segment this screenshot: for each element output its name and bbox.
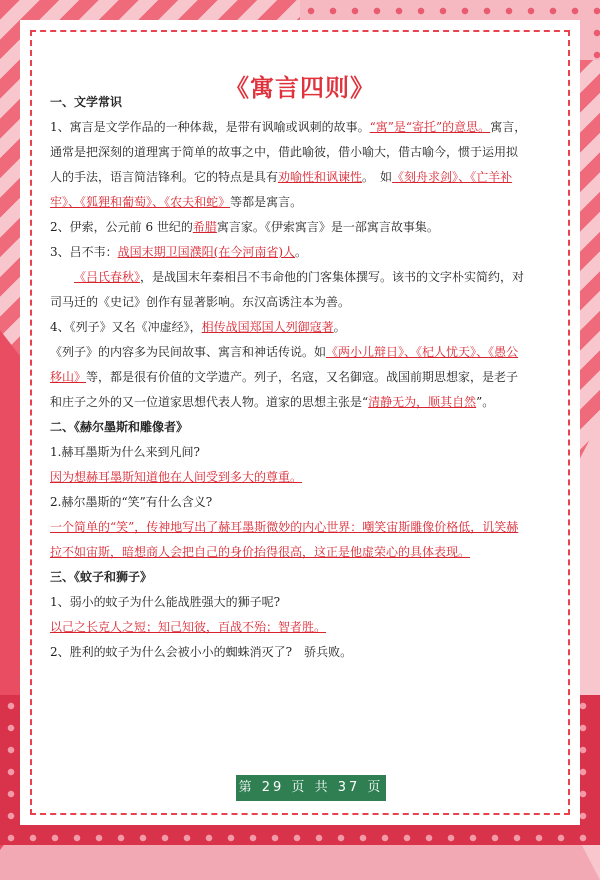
paragraph-liezi-content [50, 340, 528, 415]
highlight: 、 [68, 195, 81, 209]
text: 寓言，通常是把深刻的道理寓于简单的故事之中，借此喻彼，借小喻大，借古喻今，惯于运用拟人的手法，语言简洁锋利。它的特点是具有 [50, 120, 527, 184]
highlight: 、 [476, 345, 489, 359]
text: 等，都是很有价值的文学遗产。列子，名寇，又名御寇。战国前期思想家，是老子和庄子之外的又一位道家思想代表人物。道家的思想主张是“ [50, 370, 519, 409]
paragraph-aesop [50, 215, 528, 240]
text: ”。 [476, 395, 495, 409]
section-heading-mosquito: 三、《蚊子和狮子》 [50, 570, 153, 584]
page-number: 第 29 页 共 37 页 [236, 775, 386, 801]
paragraph-fable-definition [50, 115, 528, 215]
text: 《列子》的内容多为民间故事、寓言和神话传说。如 [50, 345, 327, 359]
text: 寓言家。《伊索寓言》是一部寓言故事集。 [216, 220, 439, 234]
text: 。 [295, 245, 308, 259]
question-mosquito-2: 2、胜利的蚊子为什么会被小小的蜘蛛消灭了? 骄兵败。 [50, 645, 353, 659]
answer-mosquito-1: 以己之长克人之短；知己知彼，百战不殆；智者胜。 [50, 620, 327, 634]
question-mosquito-1: 1、弱小的蚊子为什么能战胜强大的狮子呢? [50, 595, 281, 609]
highlight: 《吕氏春秋》 [74, 270, 141, 284]
highlight: 、 [152, 195, 165, 209]
text: 等都是寓言。 [230, 195, 303, 209]
highlight: “寓”是“寄托”的意思。 [369, 120, 491, 134]
highlight: 《狐狸和葡萄》 [80, 195, 153, 209]
text: ，是战国末年秦相吕不韦命他的门客集体撰写。该书的文字朴实简约，对司马迁的《史记》创作有显著影响。东汉高诱注本为善。 [50, 270, 525, 309]
text: 1、寓言是文学作品的一种体裁，是带有讽喻或讽刺的故事。 [50, 120, 370, 134]
page-title: 《寓言四则》 [225, 73, 375, 102]
document-body [50, 90, 528, 665]
highlight: 《亡羊补牢》 [50, 170, 513, 209]
highlight: 战国末期卫国濮阳(在今河南省)人 [117, 245, 296, 259]
highlight: 、 [458, 170, 471, 184]
text: 。 如 [362, 170, 393, 184]
highlight: 《愚公移山》 [50, 345, 519, 384]
text: 。 [333, 320, 346, 334]
highlight: 劝喻性和讽谏性 [278, 170, 363, 184]
question-hermes-1: 1.赫耳墨斯为什么来到凡间? [50, 445, 200, 459]
section-heading-hermes: 二、《赫尔墨斯和雕像者》 [50, 420, 189, 434]
paragraph-lushi-chunqiu [50, 265, 528, 315]
highlight: 《两小儿辩日》 [326, 345, 405, 359]
section-heading-literature: 一、文学常识 [50, 95, 123, 109]
highlight: 、 [404, 345, 417, 359]
highlight: 《杞人忧天》 [416, 345, 477, 359]
highlight: 清静无为，顺其自然 [368, 395, 477, 409]
highlight: 相传战国郑国人列御寇著 [201, 320, 334, 334]
highlight: 希腊 [192, 220, 217, 234]
highlight: 《刻舟求剑》 [392, 170, 459, 184]
answer-hermes-1: 因为想赫耳墨斯知道他在人间受到多大的尊重。 [50, 470, 303, 484]
text: 3、吕不韦： [50, 245, 118, 259]
paragraph-lu-buwei [50, 240, 528, 265]
text: 4、《列子》又名《冲虚经》， [50, 320, 202, 334]
text: 2、伊索，公元前 6 世纪的 [50, 220, 193, 234]
question-hermes-2: 2.赫尔墨斯的“笑”有什么含义? [50, 495, 213, 509]
paragraph-liezi [50, 315, 528, 340]
answer-hermes-2: 一个简单的“笑”，传神地写出了赫耳墨斯微妙的内心世界：嘲笑宙斯雕像价格低，讥笑赫拉不如宙斯，暗想商人会把自己的身价抬得很高，这正是他虚荣心的具体表现。 [50, 520, 519, 559]
highlight: 《农夫和蛇》 [164, 195, 231, 209]
